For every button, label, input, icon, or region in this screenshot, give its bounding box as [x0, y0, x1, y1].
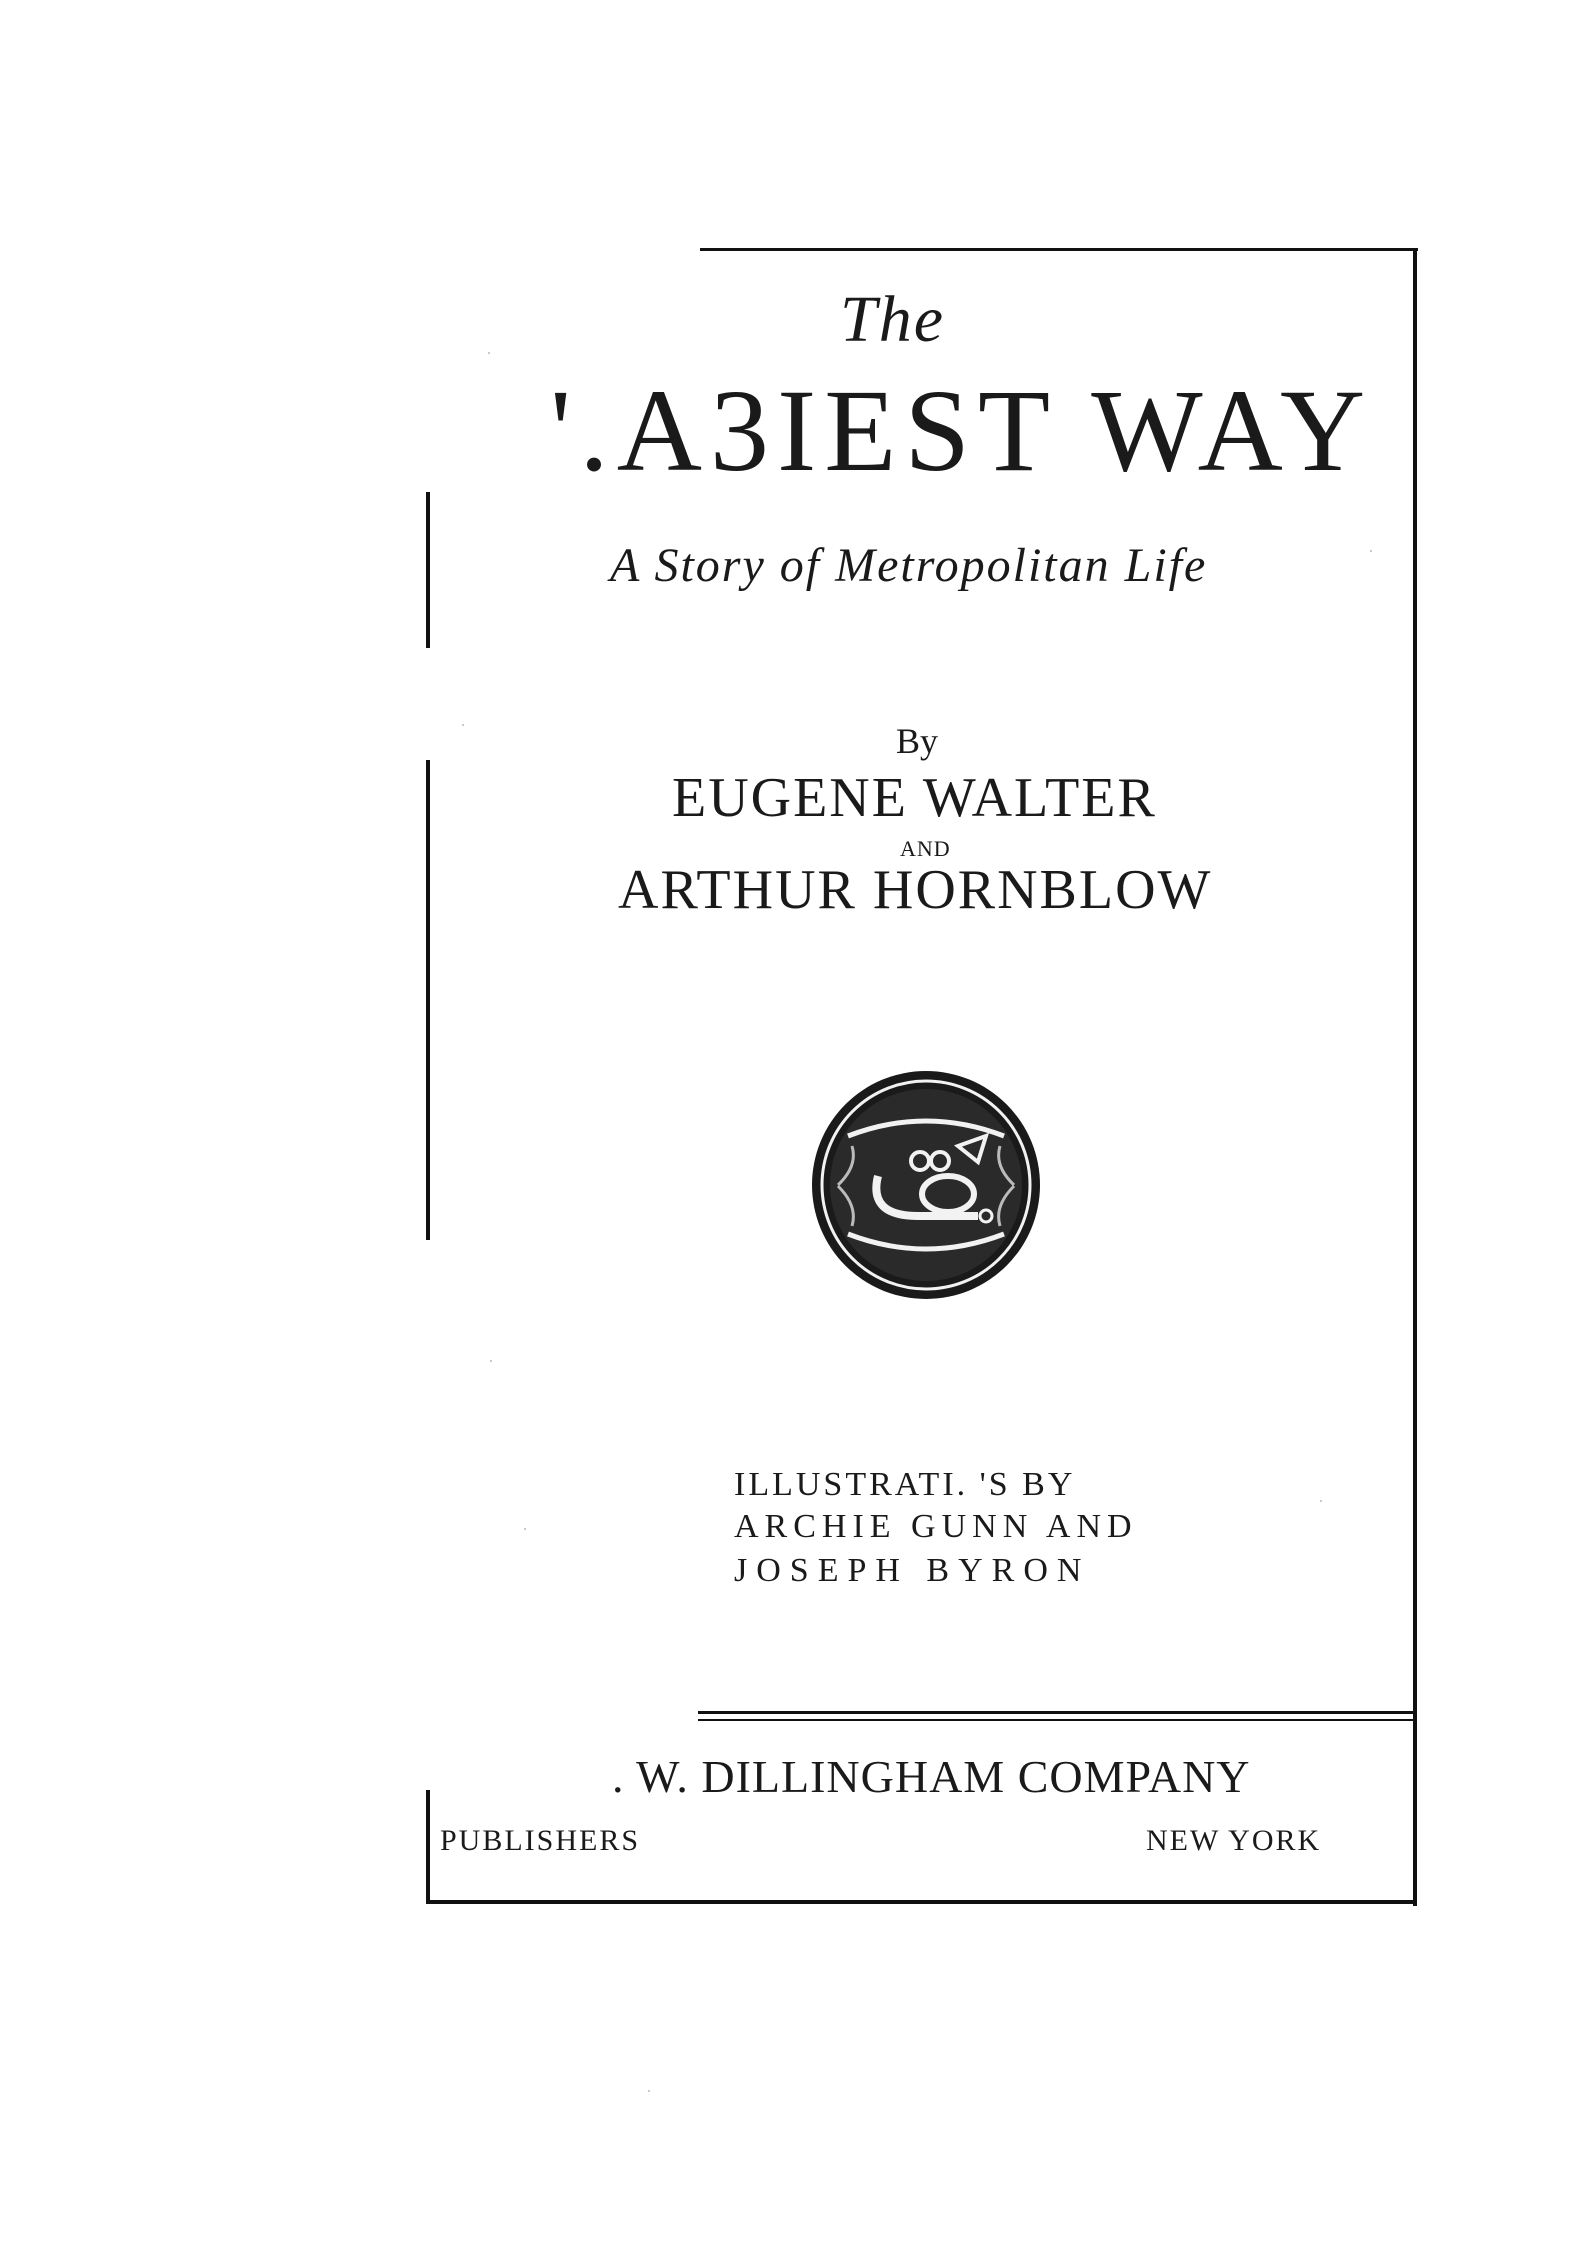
publisher-seal-icon: [808, 1066, 1044, 1304]
frame-left-rule-lower: [426, 1790, 430, 1902]
author-name-2: ARTHUR HORNBLOW: [618, 859, 1213, 921]
page-speck: [462, 724, 464, 726]
frame-left-rule-middle: [426, 760, 430, 1240]
frame-top-rule: [700, 248, 1418, 251]
title-article: The: [840, 283, 945, 356]
publisher-name: . W. DILLINGHAM COMPANY: [612, 1751, 1251, 1802]
page-speck: [1370, 550, 1372, 552]
page-speck: [1320, 1500, 1322, 1502]
frame-right-rule: [1413, 248, 1417, 1906]
book-title: '.A3IEST WAY: [550, 365, 1374, 496]
byline-label: By: [896, 721, 939, 761]
book-subtitle: A Story of Metropolitan Life: [610, 539, 1208, 592]
page-speck: [524, 1528, 526, 1530]
illustrations-credit-line-2: ARCHIE GUNN AND: [734, 1508, 1138, 1545]
publisher-city: NEW YORK: [1146, 1824, 1322, 1857]
publisher-divider-rule: [698, 1711, 1416, 1714]
page-speck: [488, 352, 490, 354]
frame-left-rule-upper: [426, 492, 430, 648]
author-name-1: EUGENE WALTER: [672, 767, 1157, 829]
illustrations-credit-line-3: JOSEPH BYRON: [734, 1552, 1091, 1589]
author-conjunction: AND: [900, 836, 951, 861]
frame-bottom-rule: [426, 1900, 1416, 1904]
illustrations-credit-line-1: ILLUSTRATI. 'S BY: [734, 1466, 1076, 1503]
page-speck: [648, 2090, 650, 2092]
publishers-label: PUBLISHERS: [440, 1824, 641, 1857]
page-speck: [490, 1360, 492, 1362]
publisher-divider-rule-thin: [698, 1719, 1416, 1721]
